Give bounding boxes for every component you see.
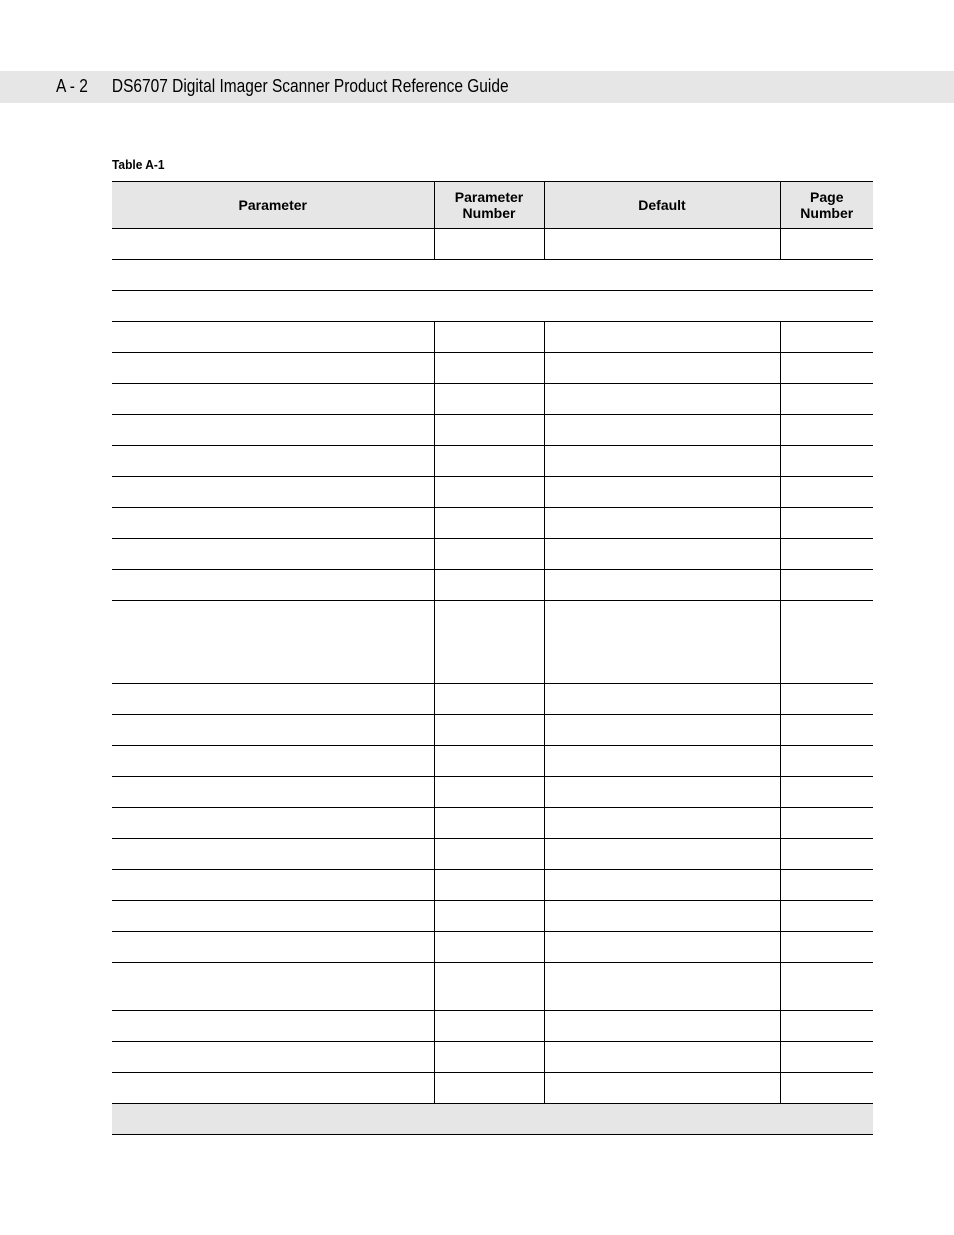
table-cell	[780, 1073, 873, 1104]
table-cell	[434, 415, 544, 446]
table-cell	[112, 746, 434, 777]
table-cell	[544, 446, 780, 477]
table-cell	[544, 839, 780, 870]
table-header-row	[112, 182, 873, 229]
table-cell	[780, 901, 873, 932]
table-cell	[434, 684, 544, 715]
table-cell	[434, 601, 544, 684]
table-cell	[544, 322, 780, 353]
table-row	[112, 839, 873, 870]
table-cell	[780, 1011, 873, 1042]
table-cell	[112, 601, 434, 684]
table-cell	[434, 932, 544, 963]
table-cell	[544, 808, 780, 839]
table-cell	[434, 870, 544, 901]
table-cell	[434, 1073, 544, 1104]
table-cell	[780, 477, 873, 508]
table-cell	[780, 570, 873, 601]
column-header-parameter: Parameter	[112, 182, 434, 229]
table-cell	[434, 570, 544, 601]
table-cell	[112, 777, 434, 808]
table-row	[112, 1011, 873, 1042]
table-cell	[112, 508, 434, 539]
table-cell	[780, 1042, 873, 1073]
table-cell	[780, 870, 873, 901]
table-cell	[544, 353, 780, 384]
table-cell	[544, 870, 780, 901]
table-row	[112, 415, 873, 446]
table-row	[112, 384, 873, 415]
table-cell	[112, 1042, 434, 1073]
table-cell	[112, 322, 434, 353]
table-cell	[434, 746, 544, 777]
table-cell	[780, 353, 873, 384]
column-header-page-number: Page Number	[780, 182, 873, 229]
section-cell	[112, 291, 873, 322]
table-cell	[780, 777, 873, 808]
table-row	[112, 601, 873, 684]
table-cell	[434, 1042, 544, 1073]
table-cell	[544, 384, 780, 415]
footer-row	[112, 1104, 873, 1135]
table-cell	[780, 446, 873, 477]
table-cell	[544, 1011, 780, 1042]
table-cell	[434, 322, 544, 353]
table-cell	[780, 963, 873, 1011]
table-row	[112, 477, 873, 508]
table-cell	[544, 1073, 780, 1104]
table-row	[112, 322, 873, 353]
table-row	[112, 353, 873, 384]
table-cell	[112, 446, 434, 477]
section-row	[112, 291, 873, 322]
page-number: A - 2	[56, 76, 88, 96]
table-cell	[780, 229, 873, 260]
table-caption: Table A-1	[112, 157, 165, 172]
table-cell	[544, 570, 780, 601]
table-cell	[434, 384, 544, 415]
table-row	[112, 808, 873, 839]
parameter-defaults-table	[112, 181, 873, 1135]
table-cell	[112, 570, 434, 601]
table-cell	[544, 508, 780, 539]
table-cell	[112, 870, 434, 901]
table-row	[112, 715, 873, 746]
table-cell	[434, 1011, 544, 1042]
table-row	[112, 746, 873, 777]
table-cell	[112, 808, 434, 839]
table-row	[112, 777, 873, 808]
running-header	[56, 75, 509, 97]
table-cell	[112, 229, 434, 260]
column-header-default: Default	[544, 182, 780, 229]
table-row	[112, 446, 873, 477]
table-cell	[544, 746, 780, 777]
table-cell	[434, 353, 544, 384]
footer-cell	[112, 1104, 873, 1135]
table-cell	[780, 601, 873, 684]
table-row	[112, 901, 873, 932]
table-cell	[112, 1073, 434, 1104]
section-row	[112, 260, 873, 291]
table-row	[112, 229, 873, 260]
table-cell	[112, 415, 434, 446]
table-cell	[112, 1011, 434, 1042]
table-cell	[780, 508, 873, 539]
column-header-parameter-number: Parameter Number	[434, 182, 544, 229]
table-cell	[434, 839, 544, 870]
table-cell	[112, 353, 434, 384]
table-cell	[112, 963, 434, 1011]
table-cell	[434, 808, 544, 839]
table-row	[112, 508, 873, 539]
table-cell	[434, 229, 544, 260]
table-cell	[544, 901, 780, 932]
table-cell	[544, 415, 780, 446]
table-cell	[544, 777, 780, 808]
section-cell	[112, 260, 873, 291]
table-cell	[112, 684, 434, 715]
table-cell	[434, 539, 544, 570]
table-row	[112, 870, 873, 901]
table-cell	[780, 715, 873, 746]
table-row	[112, 963, 873, 1011]
table-cell	[112, 932, 434, 963]
table-cell	[434, 963, 544, 1011]
table-cell	[544, 539, 780, 570]
table-row	[112, 932, 873, 963]
guide-title: DS6707 Digital Imager Scanner Product Reference Guide	[111, 76, 509, 96]
table-cell	[544, 715, 780, 746]
table-row	[112, 1042, 873, 1073]
table-cell	[434, 715, 544, 746]
table-cell	[112, 901, 434, 932]
table-cell	[112, 539, 434, 570]
table-cell	[112, 477, 434, 508]
table-cell	[112, 715, 434, 746]
table-cell	[544, 1042, 780, 1073]
table-cell	[544, 601, 780, 684]
table-cell	[780, 415, 873, 446]
table-cell	[434, 777, 544, 808]
table-row	[112, 570, 873, 601]
table-row	[112, 1073, 873, 1104]
table-cell	[112, 384, 434, 415]
table-cell	[780, 684, 873, 715]
table-cell	[544, 477, 780, 508]
table-cell	[780, 839, 873, 870]
table-cell	[780, 746, 873, 777]
table-cell	[112, 839, 434, 870]
table-cell	[780, 539, 873, 570]
table-cell	[544, 963, 780, 1011]
table-cell	[780, 932, 873, 963]
table-cell	[434, 901, 544, 932]
table-cell	[434, 477, 544, 508]
table-cell	[434, 446, 544, 477]
table-cell	[544, 684, 780, 715]
table-cell	[544, 229, 780, 260]
table-row	[112, 684, 873, 715]
table-row	[112, 539, 873, 570]
table-cell	[780, 384, 873, 415]
table-cell	[780, 322, 873, 353]
table-cell	[780, 808, 873, 839]
table-cell	[434, 508, 544, 539]
table-cell	[544, 932, 780, 963]
